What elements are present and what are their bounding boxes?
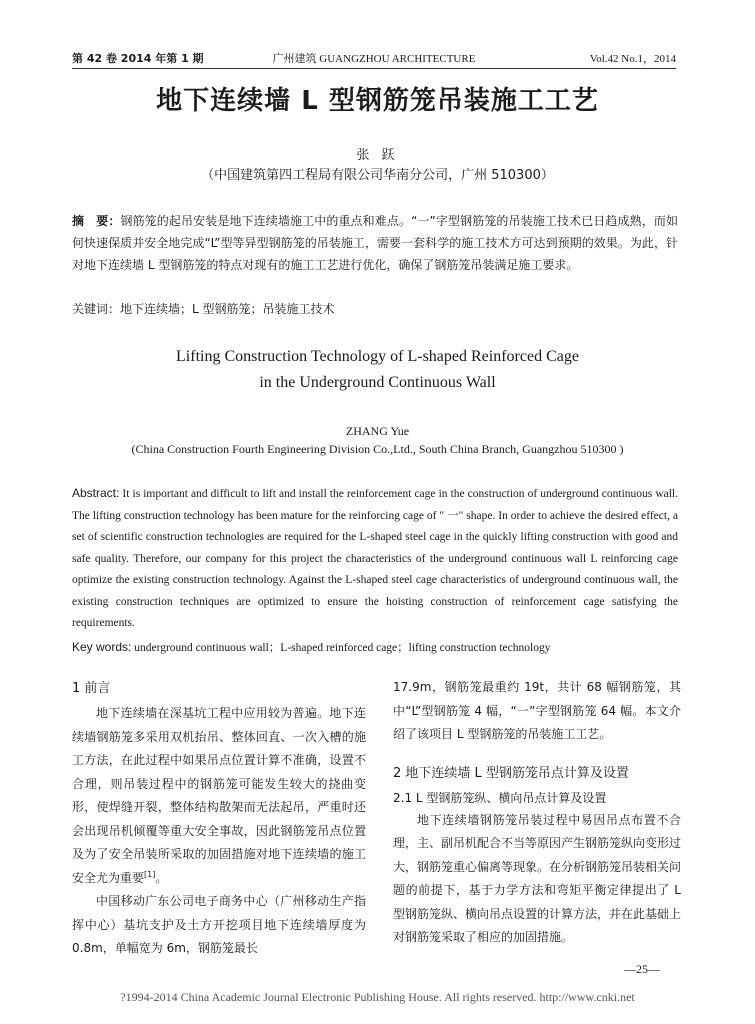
abstract-en (72, 483, 678, 635)
abstract-cn-label: 摘 要： (72, 214, 121, 228)
section-2-1-heading: 2.1 L 型钢筋笼纵、横向吊点计算及设置 (393, 790, 607, 805)
title-en-line1: Lifting Construction Technology of L-shaped Reinforced Cage (176, 348, 579, 365)
keywords-cn-label: 关键词： (72, 302, 121, 316)
abstract-en-text: It is important and difficult to lift and install the reinforcement cage in the construction of underground continuous wall. The lifting construction technology has been mature for the reinforcing cage of " 一" shape. In order to achieve the desired effect, a set of scientific construction technologies are required for the L-shaped steel cage in the quickly lifting construction with good and safe quality. Therefore, our company for this project the characteristics of the underground continuous wall L reinforcing cage optimize the existing construction technology. Against the L-shaped steel cage characteristics of underground continuous wall, the existing construction techniques are optimized to ensure the hoisting construction of reinforcement cage satisfying the requirements. (72, 488, 679, 629)
abstract-cn-text: 钢筋笼的起吊安装是地下连续墙施工中的重点和难点。“一”字型钢筋笼的吊装施工技术已日趋成熟，而如何快速保质并安全地完成“L”型等异型钢筋笼的吊装施工，需要一套科学的施工技术方可达到预期的效果。为此，针对地下连续墙 L 型钢筋笼的特点对现有的施工工艺进行优化，确保了钢筋笼吊装满足施工要求。 (72, 214, 678, 272)
keywords-cn (72, 298, 678, 320)
affiliation-en: (China Construction Fourth Engineering Division Co.,Ltd., South China Branch, Guangzhou 510300 ) (131, 442, 624, 456)
section-1-paragraph-1-text: 地下连续墙在深基坑工程中应用较为普遍。地下连续墙钢筋笼多采用双机抬吊、整体回直、一次入槽的施工方法，在此过程中如果吊点位置计算不准确，设置不合理，则吊装过程中的钢筋笼可能发生较大的挠曲变形，使焊缝开裂，整体结构散架而无法起吊，严重时还会出现吊机倾覆等重大安全事故，因此钢筋笼吊点位置及为了安全吊装所采取的加固措施对地下连续墙的施工安全尤为重要 (72, 706, 366, 885)
paper-title-en (0, 344, 755, 396)
body-right-column (393, 676, 681, 950)
keywords-en (72, 637, 678, 658)
header-divider (72, 68, 676, 69)
page-number: —25— (624, 962, 660, 976)
citation-ref: [1] (144, 869, 156, 879)
author-en: ZHANG Yue (345, 424, 410, 438)
keywords-en-text: underground continuous wall；L-shaped reinforced cage；lifting construction technology (134, 642, 551, 654)
section-1-paragraph-2-continued: 17.9m，钢筋笼最重约 19t，共计 68 幅钢筋笼，其中“L”型钢筋笼 4 幅，“一”字型钢筋笼 64 幅。本文介绍了该项目 L 型钢筋笼的吊装施工工艺。 (393, 680, 681, 741)
section-1-heading: 1 前言 (72, 681, 111, 696)
section-1-paragraph-1 (72, 702, 366, 890)
section-1-paragraph-1-end: 。 (155, 870, 168, 885)
paper-title-cn: 地下连续墙 L 型钢筋笼吊装施工工艺 (156, 86, 599, 116)
volume-info: Vol.42 No.1，2014 (589, 53, 676, 65)
affiliation-cn: （中国建筑第四工程局有限公司华南分公司，广州 510300） (201, 168, 554, 183)
keywords-cn-text: 地下连续墙；L 型钢筋笼；吊装施工技术 (120, 302, 335, 316)
running-header (72, 50, 676, 66)
abstract-en-label: Abstract: (72, 486, 120, 500)
section-2-heading: 2 地下连续墙 L 型钢筋笼吊点计算及设置 (393, 765, 629, 781)
abstract-cn (72, 210, 678, 276)
title-en-line2: in the Underground Continuous Wall (259, 374, 496, 391)
keywords-en-label: Key words: (72, 640, 132, 654)
journal-issue: 第 42 卷 2014 年第 1 期 (72, 52, 204, 65)
section-1-paragraph-2: 中国移动广东公司电子商务中心（广州移动生产指挥中心）基坑支护及土方开挖项目地下连续墙厚度为 0.8m，单幅宽为 6m，钢筋笼最长 (72, 894, 366, 955)
section-2-1-paragraph-1: 地下连续墙钢筋笼吊装过程中易因吊点布置不合理，主、副吊机配合不当等原因产生钢筋笼纵向变形过大，钢筋笼重心偏离等现象。在分析钢筋笼吊装相关问题的前提下，基于力学方法和弯矩平衡定律提出了 L 型钢筋笼纵、横向吊点设置的计算方法，并在此基础上对钢筋笼采取了相应的加固措施。 (393, 812, 682, 944)
copyright-footer: ?1994-2014 China Academic Journal Electronic Publishing House. All rights reserved. http://www.cnki.net (120, 990, 635, 1004)
journal-name: 广州建筑 GUANGZHOU ARCHITECTURE (272, 53, 476, 65)
author-cn: 张 跃 (356, 148, 399, 163)
body-left-column (72, 676, 366, 961)
